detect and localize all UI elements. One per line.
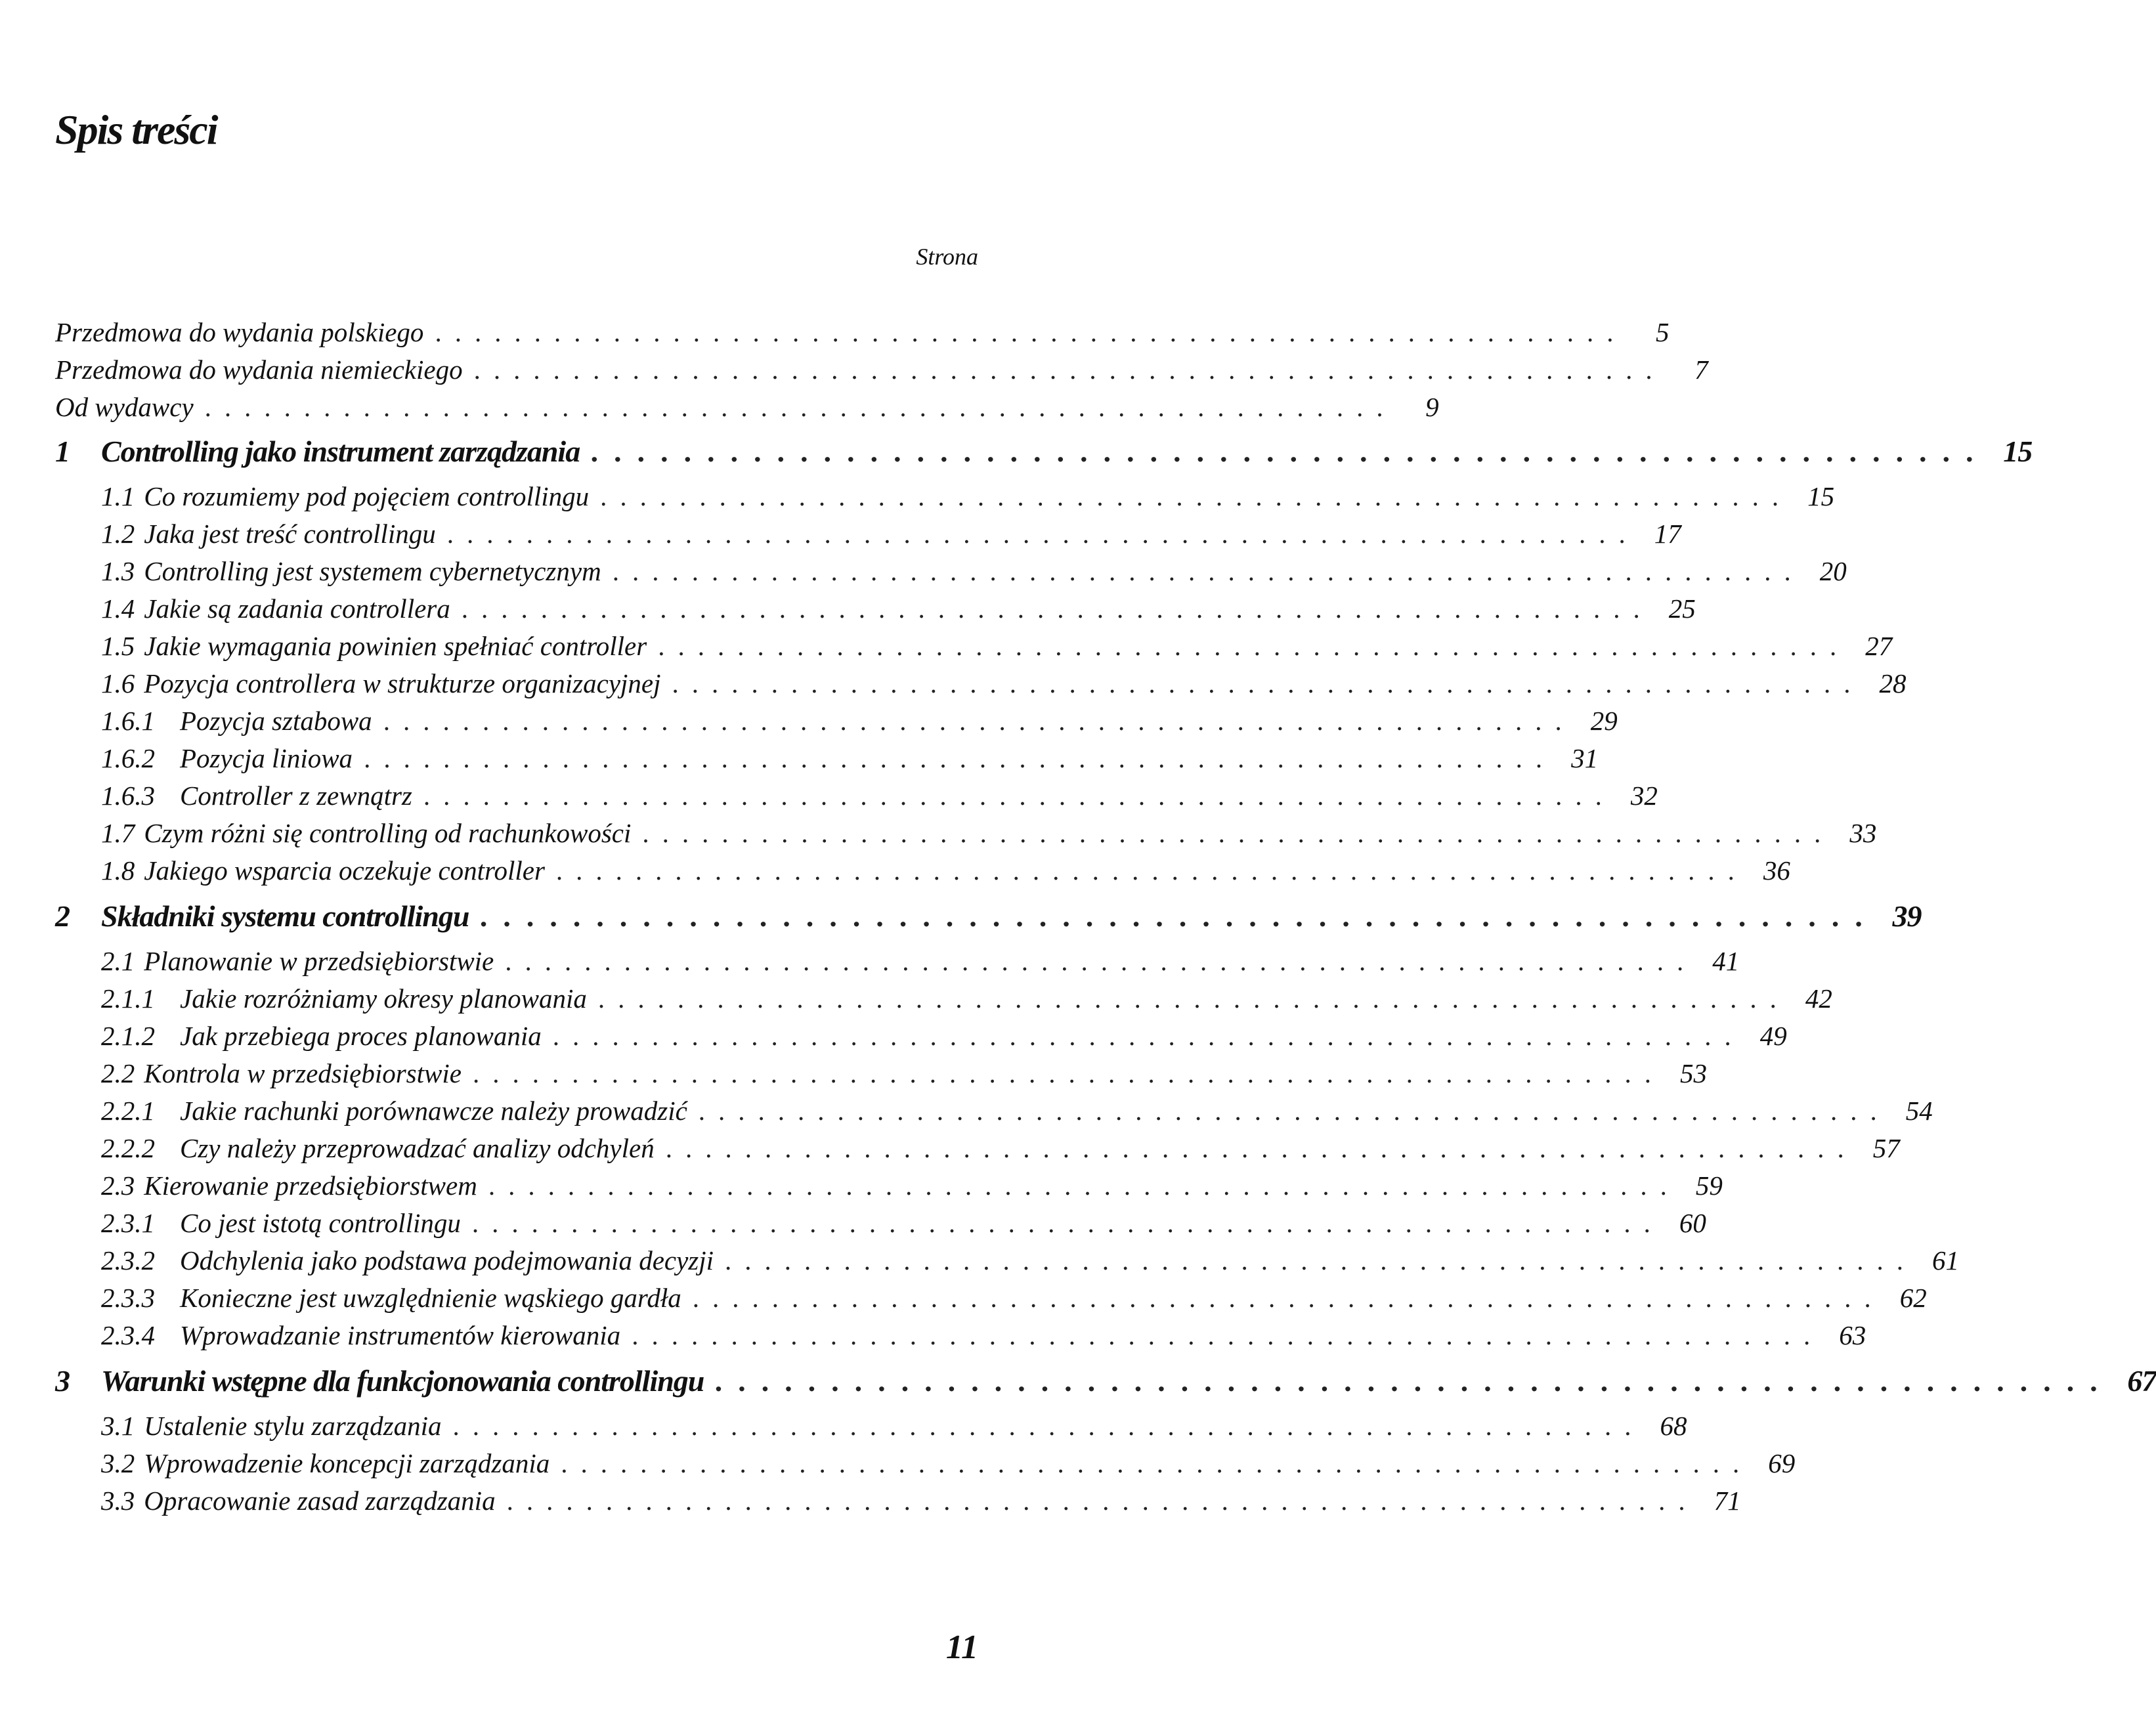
toc-entry <box>55 740 1599 777</box>
toc-entry-number: 2.3.3 <box>101 1283 155 1313</box>
toc-entry <box>55 314 1670 351</box>
toc-entry-number: 1.3 <box>101 556 135 586</box>
dot-leader: ............................................................ <box>725 1245 1918 1275</box>
toc-entry-page: 62 <box>1899 1283 1927 1313</box>
toc-entry <box>55 478 1835 515</box>
toc-entry-number: 1.7 <box>101 818 135 848</box>
toc-entry-page: 63 <box>1839 1320 1866 1350</box>
dot-leader: ............................................................ <box>601 481 1793 511</box>
toc-entry-number: 2.3.2 <box>101 1245 155 1275</box>
toc-entry-number: 1.4 <box>101 593 135 624</box>
toc-entry-title: Wprowadzanie instrumentów kierowania <box>180 1320 621 1350</box>
toc-entry-title: Wprowadzenie koncepcji zarządzania <box>144 1448 550 1478</box>
toc-entry-page: 69 <box>1768 1448 1796 1478</box>
toc-entry-title: Warunki wstępne dla funkcjonowania controllingu <box>101 1364 704 1398</box>
toc-entry-page: 60 <box>1679 1208 1706 1238</box>
toc-entry-title: Pozycja liniowa <box>180 743 353 773</box>
toc-entry-title: Pozycja sztabowa <box>180 706 372 736</box>
toc-entry-page: 49 <box>1759 1021 1787 1051</box>
toc-entry-page: 28 <box>1879 668 1907 698</box>
toc-entry-page: 41 <box>1712 946 1740 976</box>
dot-leader: ............................................................ <box>383 706 1576 736</box>
toc-entry <box>55 777 1658 814</box>
toc-entry-page: 15 <box>2003 435 2033 468</box>
toc-entry <box>55 1317 1866 1354</box>
toc-entry <box>55 515 1681 552</box>
toc-entry-title: Jakie wymagania powinien spełniać controller <box>144 631 647 661</box>
toc-entry-page: 32 <box>1630 781 1658 811</box>
toc-entry-page: 59 <box>1695 1170 1723 1201</box>
toc-entry <box>55 1017 1787 1054</box>
dot-leader: ............................................................ <box>658 631 1851 661</box>
dot-leader: ............................................................ <box>423 781 1616 811</box>
page-column-header: Strona <box>916 244 978 270</box>
dot-leader: ............................................................ <box>643 818 1835 848</box>
dot-leader: ............................................................ <box>598 983 1790 1014</box>
toc-entry-page: 9 <box>1425 392 1439 422</box>
toc-entry-number: 1.8 <box>101 855 135 886</box>
toc-entry-title: Co jest istotą controllingu <box>180 1208 461 1238</box>
dot-leader: ............................................................ <box>462 593 1654 624</box>
toc-entry-page: 7 <box>1694 354 1708 385</box>
toc-entry-number: 1 <box>55 435 70 468</box>
toc-entry-number: 3.3 <box>101 1486 135 1516</box>
dot-leader: ............................................................ <box>716 1364 2115 1398</box>
dot-leader: ............................................................ <box>556 855 1748 886</box>
toc-entry <box>55 1445 1796 1482</box>
dot-leader: ............................................................ <box>435 317 1628 347</box>
dot-leader: ............................................................ <box>507 1486 1699 1516</box>
toc-entry-title: Kierowanie przedsiębiorstwem <box>144 1170 477 1201</box>
dot-leader: ............................................................ <box>699 1096 1891 1126</box>
toc-entry-title: Składniki systemu controllingu <box>101 899 469 933</box>
dot-leader: ............................................................ <box>592 435 1991 468</box>
toc-entry <box>55 628 1893 664</box>
toc-entry-title: Pozycja controllera w strukturze organizacyjnej <box>144 668 661 698</box>
toc-entry-number: 2.2.2 <box>101 1133 155 1163</box>
toc-entry <box>55 815 1877 851</box>
dot-leader: ............................................................ <box>474 354 1666 385</box>
toc-entry-title: Planowanie w przedsiębiorstwie <box>144 946 494 976</box>
toc-entry <box>55 1407 1687 1444</box>
dot-leader: ............................................................ <box>205 392 1397 422</box>
toc-entry-number: 2.3.1 <box>101 1208 155 1238</box>
toc-entry-number: 2.1.1 <box>101 983 155 1014</box>
toc-entry-page: 36 <box>1763 855 1790 886</box>
toc-entry-number: 3.2 <box>101 1448 135 1478</box>
toc-entry-title: Co rozumiemy pod pojęciem controllingu <box>144 481 590 511</box>
dot-leader: ............................................................ <box>453 1411 1645 1441</box>
toc-entry-title: Controlling jako instrument zarządzania <box>101 435 580 468</box>
toc-entry-number: 1.2 <box>101 519 135 549</box>
toc-entry-title: Ustalenie stylu zarządzania <box>144 1411 442 1441</box>
toc-entry-page: 31 <box>1571 743 1599 773</box>
toc-entry <box>55 351 1708 388</box>
toc-entry-title: Czym różni się controlling od rachunkowości <box>144 818 632 848</box>
toc-entry-title: Przedmowa do wydania polskiego <box>55 317 424 347</box>
toc-entry <box>55 980 1832 1017</box>
dot-leader: ............................................................ <box>666 1133 1858 1163</box>
toc-entry-page: 33 <box>1849 818 1877 848</box>
toc-entry-title: Od wydawcy <box>55 392 194 422</box>
page-number: 11 <box>945 1629 978 1666</box>
toc-entry-title: Controlling jest systemem cybernetycznym <box>144 556 601 586</box>
toc-chapter <box>55 1363 2156 1400</box>
toc-entry-number: 3.1 <box>101 1411 135 1441</box>
toc-entry-number: 2.2.1 <box>101 1096 155 1126</box>
toc-entry-number: 3 <box>55 1364 70 1398</box>
toc-entry-number: 1.6 <box>101 668 135 698</box>
toc-entry-title: Jak przebiega proces planowania <box>180 1021 542 1051</box>
dot-leader: ............................................................ <box>632 1320 1824 1350</box>
toc-chapter <box>55 898 1922 935</box>
toc-entry-page: 27 <box>1865 631 1893 661</box>
toc-entry-page: 61 <box>1932 1245 1960 1275</box>
toc-entry-title: Jakie rozróżniamy okresy planowania <box>180 983 587 1014</box>
toc-entry <box>55 1092 1933 1129</box>
toc-entry-title: Konieczne jest uwzględnienie wąskiego gardła <box>180 1283 681 1313</box>
toc-entry <box>55 553 1847 589</box>
toc-entry-page: 39 <box>1892 899 1922 933</box>
dot-leader: ............................................................ <box>613 556 1805 586</box>
toc-entry <box>55 590 1696 627</box>
toc-entry-title: Odchylenia jako podstawa podejmowania decyzji <box>180 1245 714 1275</box>
toc-entry-title: Przedmowa do wydania niemieckiego <box>55 354 463 385</box>
toc-entry <box>55 1167 1723 1204</box>
toc-entry-number: 2 <box>55 899 70 933</box>
toc-entry-page: 20 <box>1819 556 1847 586</box>
toc-entry-number: 2.3.4 <box>101 1320 155 1350</box>
toc-entry-page: 25 <box>1668 593 1696 624</box>
toc-entry-title: Jakie rachunki porównawcze należy prowadzić <box>180 1096 687 1126</box>
dot-leader: ............................................................ <box>488 1170 1681 1201</box>
page-title: Spis treści <box>55 106 217 153</box>
dot-leader: ............................................................ <box>447 519 1639 549</box>
toc-entry-title: Controller z zewnątrz <box>180 781 412 811</box>
toc-entry <box>55 1205 1706 1241</box>
toc-entry-page: 71 <box>1714 1486 1741 1516</box>
toc-entry <box>55 1055 1707 1092</box>
dot-leader: ............................................................ <box>472 1208 1664 1238</box>
toc-entry-page: 15 <box>1807 481 1835 511</box>
toc-entry-number: 2.3 <box>101 1170 135 1201</box>
toc-entry-number: 1.6.3 <box>101 781 155 811</box>
toc-entry-page: 68 <box>1660 1411 1687 1441</box>
toc-entry <box>55 943 1740 979</box>
toc-entry <box>55 1482 1741 1519</box>
dot-leader: ............................................................ <box>561 1448 1754 1478</box>
dot-leader: ............................................................ <box>672 668 1865 698</box>
toc-entry-number: 2.1.2 <box>101 1021 155 1051</box>
toc-entry <box>55 1242 1960 1279</box>
toc-entry <box>55 852 1790 889</box>
toc-entry-title: Opracowanie zasad zarządzania <box>144 1486 496 1516</box>
toc-entry-page: 17 <box>1654 519 1681 549</box>
toc-entry-title: Kontrola w przedsiębiorstwie <box>144 1058 462 1088</box>
dot-leader: ............................................................ <box>364 743 1557 773</box>
toc-entry <box>55 665 1907 702</box>
toc-entry-title: Jaka jest treść controllingu <box>144 519 436 549</box>
toc-entry-number: 1.1 <box>101 481 135 511</box>
toc-entry-title: Czy należy przeprowadzać analizy odchyleń <box>180 1133 655 1163</box>
toc-chapter <box>55 433 2033 470</box>
toc-entry-number: 2.2 <box>101 1058 135 1088</box>
dot-leader: ............................................................ <box>506 946 1698 976</box>
dot-leader: ............................................................ <box>481 899 1880 933</box>
toc-entry-page: 54 <box>1905 1096 1933 1126</box>
toc-entry <box>55 389 1439 425</box>
toc-entry-number: 1.6.1 <box>101 706 155 736</box>
toc-entry-title: Jakie są zadania controllera <box>144 593 450 624</box>
toc-entry-number: 1.6.2 <box>101 743 155 773</box>
dot-leader: ............................................................ <box>693 1283 1885 1313</box>
toc-entry-page: 57 <box>1872 1133 1900 1163</box>
toc-entry-page: 67 <box>2127 1364 2156 1398</box>
toc-entry-title: Jakiego wsparcia oczekuje controller <box>144 855 545 886</box>
toc-entry <box>55 1279 1927 1316</box>
toc-entry-page: 5 <box>1655 317 1670 347</box>
toc-entry-page: 42 <box>1805 983 1832 1014</box>
toc-entry-page: 53 <box>1679 1058 1707 1088</box>
toc-entry <box>55 702 1618 739</box>
dot-leader: ............................................................ <box>473 1058 1665 1088</box>
dot-leader: ............................................................ <box>553 1021 1745 1051</box>
toc-entry-number: 1.5 <box>101 631 135 661</box>
toc-entry <box>55 1130 1900 1167</box>
toc-entry-page: 29 <box>1590 706 1618 736</box>
toc-entry-number: 2.1 <box>101 946 135 976</box>
